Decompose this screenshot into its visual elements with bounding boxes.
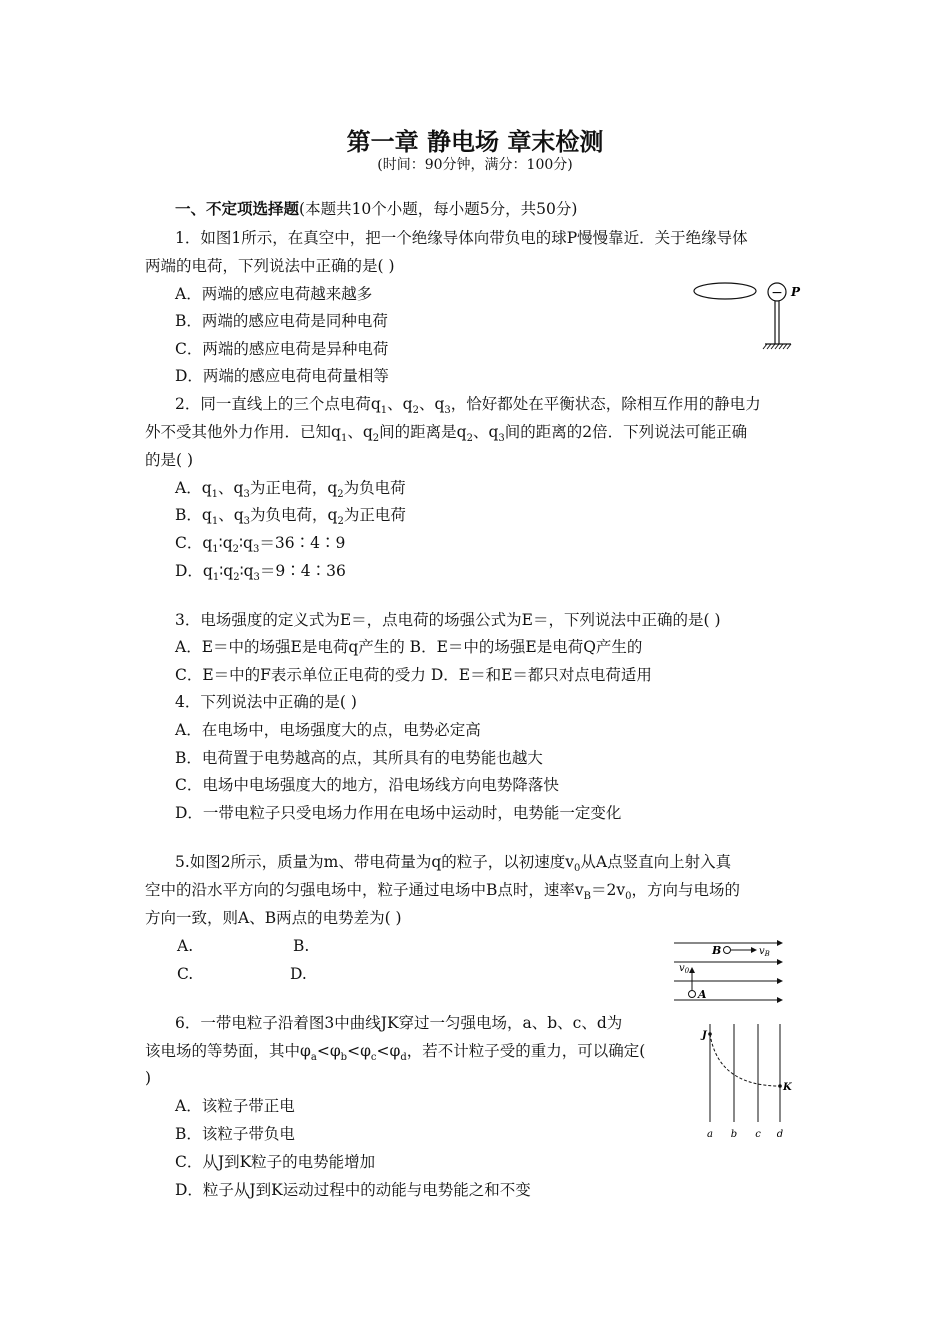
- page-subtitle: (时间：90分钟，满分：100分): [377, 157, 573, 173]
- q6-option-c: C．从J到K粒子的电势能增加: [175, 1153, 376, 1171]
- q5-stem-line3: 方向一致，则A、B两点的电势差为( ): [145, 909, 402, 927]
- q4-option-b: B．电荷置于电势越高的点，其所具有的电势能也越大: [175, 749, 543, 767]
- point-k: [778, 1084, 782, 1088]
- ball-label-p: P: [791, 285, 801, 299]
- q5-option-c: C.: [177, 965, 194, 983]
- label-a: a: [707, 1129, 713, 1140]
- q2-option-b: B．$q_1$、$q_3$为负电荷，$q_2$为正电荷: [175, 506, 406, 528]
- q5-stem-line2: 空中的沿水平方向的匀强电场中，粒子通过电场中B点时，速率$v_B=2v_0$，方向与电场的: [145, 881, 741, 903]
- q2-option-d: D．$q_1∶q_2∶q_3=9∶4∶36$: [175, 562, 346, 584]
- label-b: b: [730, 1129, 738, 1140]
- q1-stem-line2: 两端的电荷，下列说法中正确的是( ): [145, 257, 395, 275]
- trajectory-jk: [710, 1034, 780, 1086]
- q1-option-d: D．两端的感应电荷电荷量相等: [175, 367, 389, 385]
- q6-stem-line2: 该电场的等势面，其中$\varphi_a<\varphi_b<\varphi_c<\varphi_d$，若不计粒子受的重力，可以确定(: [145, 1042, 646, 1064]
- q1-option-b: B．两端的感应电荷是同种电荷: [175, 312, 388, 330]
- point-a: [689, 991, 696, 998]
- q5-option-d: D.: [290, 965, 307, 983]
- velocity-b-label: $v_B$: [759, 946, 770, 958]
- q6-option-a: A．该粒子带正电: [175, 1097, 295, 1115]
- page-title: 第一章 静电场 章末检测: [346, 128, 604, 156]
- q2-stem-line2: 外不受其他外力作用．已知$q_1$、$q_2$间的距离是$q_2$、$q_3$间的距离的2倍．下列说法可能正确: [145, 423, 748, 445]
- q3-options-ab: A．E＝中的场强E是电荷q产生的 B．E＝中的场强E是电荷Q产生的: [175, 638, 643, 656]
- q2-option-a: A．$q_1$、$q_3$为正电荷，$q_2$为负电荷: [175, 479, 406, 501]
- q1-option-a: A．两端的感应电荷越来越多: [175, 285, 373, 303]
- figure-2: [672, 936, 792, 1008]
- q2-stem-line3: 的是( ): [145, 451, 194, 469]
- q6-option-b: B．该粒子带负电: [175, 1125, 295, 1143]
- point-k-label: K: [783, 1082, 792, 1093]
- q4-option-c: C．电场中电场强度大的地方，沿电场线方向电势降落快: [175, 776, 559, 794]
- q6-stem-line1: 6．一带电粒子沿着图3中曲线JK穿过一匀强电场，a、b、c、d为: [175, 1014, 623, 1032]
- section-heading: [175, 199, 577, 219]
- figure-1: [690, 276, 810, 356]
- q5-option-b: B.: [293, 937, 310, 955]
- point-j: [708, 1032, 712, 1036]
- q4-option-d: D．一带电粒子只受电场力作用在电场中运动时，电势能一定变化: [175, 804, 622, 822]
- label-c: c: [755, 1129, 761, 1140]
- insulated-conductor: [694, 283, 756, 299]
- ball-charge-sign: −: [771, 285, 783, 301]
- label-d: d: [776, 1129, 784, 1140]
- section-title: 一、不定项选择题: [175, 199, 300, 218]
- q2-option-c: C．$q_1∶q_2∶q_3=36∶4∶9$: [175, 534, 346, 556]
- q5-option-a: A.: [177, 937, 194, 955]
- q4-option-a: A．在电场中，电场强度大的点，电势必定高: [175, 721, 481, 739]
- velocity-0-label: $v_0$: [679, 963, 690, 975]
- q5-stem-line1: 5.如图2所示，质量为m、带电荷量为q的粒子，以初速度$v_0$从A点竖直向上射入真: [175, 853, 732, 875]
- q6-stem-line3: ): [145, 1069, 152, 1087]
- q4-stem: 4．下列说法中正确的是( ): [175, 693, 357, 711]
- ground-hatching: [763, 344, 791, 349]
- figure-3: [698, 1022, 798, 1144]
- q2-stem-line1: 2．同一直线上的三个点电荷$q_1$、$q_2$、$q_3$，恰好都处在平衡状态，除相互作用的静电力: [175, 395, 761, 417]
- q1-stem-line1: 1．如图1所示，在真空中，把一个绝缘导体向带负电的球P慢慢靠近．关于绝缘导体: [175, 229, 748, 247]
- section-note: (本题共10个小题，每小题5分，共50分): [299, 200, 578, 218]
- q3-options-cd: C．E＝中的F表示单位正电荷的受力 D．E＝和E＝都只对点电荷适用: [175, 666, 652, 684]
- q3-stem: 3．电场强度的定义式为E＝，点电荷的场强公式为E＝，下列说法中正确的是( ): [175, 611, 721, 629]
- point-b: [724, 947, 731, 954]
- point-j-label: J: [702, 1030, 707, 1041]
- q6-option-d: D．粒子从J到K运动过程中的动能与电势能之和不变: [175, 1181, 531, 1199]
- q1-option-c: C．两端的感应电荷是异种电荷: [175, 340, 389, 358]
- point-b-label: B: [712, 944, 722, 957]
- point-a-label: A: [698, 988, 707, 1001]
